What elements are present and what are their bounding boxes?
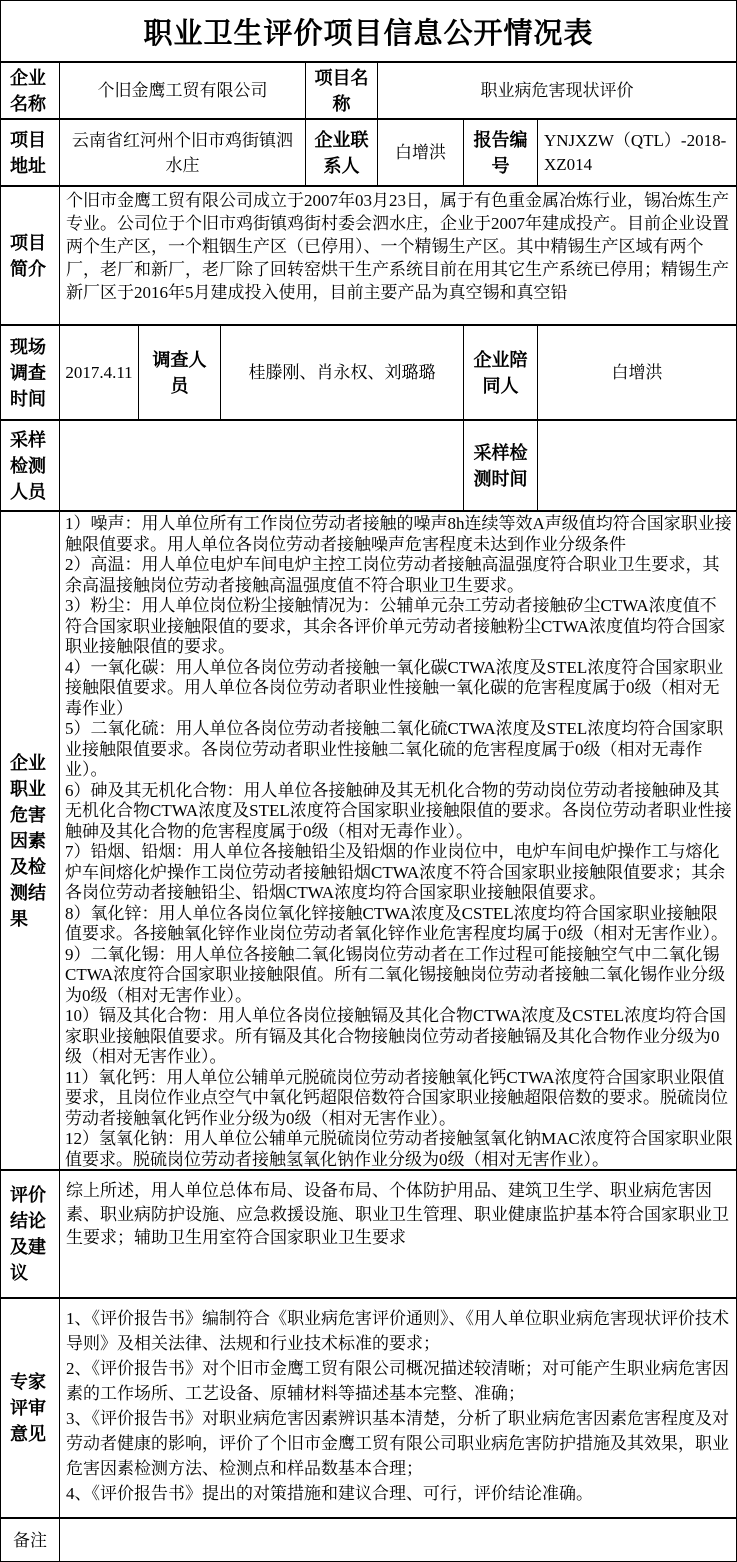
survey-time-label: 现场调查时间 xyxy=(1,326,60,419)
table-row-intro xyxy=(1,187,736,326)
text-paragraph: 10）镉及其化合物：用人单位各岗位接触镉及其化合物CTWA浓度及CSTEL浓度均符合国家职业接触限值要求。所有镉及其化合物接触岗位劳动者接触镉及其化合物作业分级为0级（相对无害作业）。 xyxy=(65,1006,727,1066)
text-paragraph: 4、《评价报告书》提出的对策措施和建议合理、可行，评价结论准确。 xyxy=(66,1484,593,1503)
sampling-staff-value xyxy=(60,421,464,510)
survey-time-value: 2017.4.11 xyxy=(60,326,139,419)
report-number-label: 报告编号 xyxy=(464,120,538,185)
table-row-hazards xyxy=(1,512,736,1171)
text-paragraph: 8）氧化锌：用人单位各岗位氧化锌接触CTWA浓度及CSTEL浓度均符合国家职业接触限值要求。各接触氧化锌作业岗位劳动者氧化锌作业危害程度均属于0级（相对无害作业）。 xyxy=(65,903,728,943)
table-row-remark xyxy=(1,1519,736,1561)
text-paragraph: 3）粉尘：用人单位岗位粉尘接触情况为：公辅单元杂工劳动者接触矽尘CTWA浓度值不符合国家职业接触限值的要求，其余各评价单元劳动者接触粉尘CTWA浓度值均符合国家职业接触限值的要求。 xyxy=(65,596,726,656)
conclusion-value: 综上所述，用人单位总体布局、设备布局、个体防护用品、建筑卫生学、职业病危害因素、职业病防护设施、应急救援设施、职业卫生管理、职业健康监护基本符合国家职业卫生要求；辅助卫生用室符合国家职业卫生要求 xyxy=(66,1181,729,1247)
sampling-time-label: 采样检测时间 xyxy=(464,421,538,510)
table-row-conclusion xyxy=(1,1171,736,1299)
expert-review-value xyxy=(60,1299,736,1517)
project-intro-value: 个旧市金鹰工贸有限公司成立于2007年03月23日，属于有色重金属冶炼行业，锡冶炼生产专业。公司位于个旧市鸡街镇鸡街村委会泗水庄，企业于2007年建成投产。目前企业设置两个生产区，一个粗铟生产区（已停用）、一个精锡生产区。其中精锡生产区域有两个厂，老厂和新厂，老厂除了回转窑烘干生产系统目前在用其它生产系统已停用；精锡生产新厂区于2016年5月建成投入使用，目前主要产品为真空锡和真空铅 xyxy=(66,191,729,302)
text-paragraph: 7）铅烟、铅烟：用人单位各接触铅尘及铅烟的作业岗位中，电炉车间电炉操作工与熔化炉车间熔化炉操作工岗位劳动者接触铅烟CTWA浓度不符合国家职业接触限值要求；其余各岗位劳动者接触铅尘、铅烟CTWA浓度均符合国家职业接触限值要求。 xyxy=(65,842,726,902)
table-row-survey xyxy=(1,326,736,421)
text-paragraph: 9）二氧化锡：用人单位各接触二氧化锡岗位劳动者在工作过程可能接触空气中二氧化锡CTWA浓度符合国家职业接触限值。所有二氧化锡接触岗位劳动者接触二氧化锡作业分级为0级（相对无害作业）。 xyxy=(65,944,726,1005)
text-paragraph: 3、《评价报告书》对职业病危害因素辨识基本清楚，分析了职业病危害因素危害程度及对劳动者健康的影响，评价了个旧市金鹰工贸有限公司职业病危害防护措施及其效果，职业危害因素检测方法、检测点和样品数基本合理； xyxy=(66,1409,729,1478)
project-intro-label: 项目简介 xyxy=(1,187,60,324)
project-name-label: 项目名称 xyxy=(306,63,378,118)
table-row-sampling xyxy=(1,421,736,512)
table-row-address xyxy=(1,120,736,187)
conclusion-label: 评价结论及建议 xyxy=(1,1171,60,1297)
company-name-label: 企业名称 xyxy=(1,63,60,118)
table-row-expert xyxy=(1,1299,736,1519)
page-title: 职业卫生评价项目信息公开情况表 xyxy=(143,17,594,50)
text-paragraph: 4）一氧化碳：用人单位各岗位劳动者接触一氧化碳CTWA浓度及STEL浓度符合国家职业接触限值要求。用人单位各岗位劳动者职业性接触一氧化碳的危害程度属于0级（相对无毒作业） xyxy=(65,657,724,718)
project-name-value: 职业病危害现状评价 xyxy=(480,81,634,100)
project-address-value: 云南省红河州个旧市鸡街镇泗水庄 xyxy=(60,120,306,185)
sampling-staff-label: 采样检测人员 xyxy=(1,421,60,510)
hazard-results-value xyxy=(60,512,736,1169)
text-paragraph: 11）氧化钙：用人单位公辅单元脱硫岗位劳动者接触氧化钙CTWA浓度符合国家职业限值要求，且岗位作业点空气中氧化钙超限倍数符合国家职业接触超限倍数的要求。脱硫岗位劳动者接触氧化钙作业分级为0级（相对无害作业）。 xyxy=(65,1067,728,1128)
remark-label: 备注 xyxy=(1,1519,60,1561)
text-paragraph: 1、《评价报告书》编制符合《职业病危害评价通则》、《用人单位职业病危害现状评价技术导则》及相关法律、法规和行业技术标准的要求； xyxy=(66,1309,729,1353)
company-escort-value: 白增洪 xyxy=(611,363,663,382)
project-address-label: 项目地址 xyxy=(1,120,60,185)
sampling-time-value xyxy=(538,421,736,510)
title-row xyxy=(1,1,736,63)
table-row-company xyxy=(1,63,736,120)
text-paragraph: 1）噪声：用人单位所有工作岗位劳动者接触的噪声8h连续等效A声级值均符合国家职业接触限值要求。用人单位各岗位劳动者接触噪声危害程度未达到作业分级条件 xyxy=(65,514,732,554)
survey-staff-value: 桂滕刚、肖永权、刘璐璐 xyxy=(221,326,464,419)
text-paragraph: 2）高温：用人单位电炉车间电炉主控工岗位劳动者接触高温强度符合职业卫生要求，其余高温接触岗位劳动者接触高温强度值不符合职业卫生要求。 xyxy=(65,555,720,595)
company-contact-value: 白增洪 xyxy=(378,120,464,185)
text-paragraph: 5）二氧化硫：用人单位各岗位劳动者接触二氧化硫CTWA浓度及STEL浓度均符合国家职业接触限值要求。各岗位劳动者职业性接触二氧化硫的危害程度属于0级（相对无毒作业）。 xyxy=(65,719,724,779)
expert-review-label: 专家评审意见 xyxy=(1,1299,60,1517)
company-contact-label: 企业联系人 xyxy=(306,120,378,185)
company-escort-label: 企业陪同人 xyxy=(464,326,538,419)
company-name-value: 个旧金鹰工贸有限公司 xyxy=(60,63,306,118)
text-paragraph: 2、《评价报告书》对个旧市金鹰工贸有限公司概况描述较清晰；对可能产生职业病危害因素的工作场所、工艺设备、原辅材料等描述基本完整、准确； xyxy=(66,1359,729,1403)
remark-value xyxy=(60,1519,736,1561)
hazard-results-label: 企业职业危害因素及检测结果 xyxy=(1,512,60,1169)
report-number-value: YNJXZW（QTL）-2018-XZ014 xyxy=(544,130,727,174)
text-paragraph: 12）氢氧化钠：用人单位公辅单元脱硫岗位劳动者接触氢氧化钠MAC浓度符合国家职业限值要求。脱硫岗位劳动者接触氢氧化钠作业分级为0级（相对无害作业）。 xyxy=(65,1129,733,1169)
text-paragraph: 6）砷及其无机化合物：用人单位各接触砷及其无机化合物的劳动岗位劳动者接触砷及其无机化合物CTWA浓度及STEL浓度符合国家职业接触限值的要求。各岗位劳动者职业性接触砷及其化合物的危害程度属于0级（相对无毒作业）。 xyxy=(65,780,732,841)
survey-staff-label: 调查人员 xyxy=(139,326,221,419)
